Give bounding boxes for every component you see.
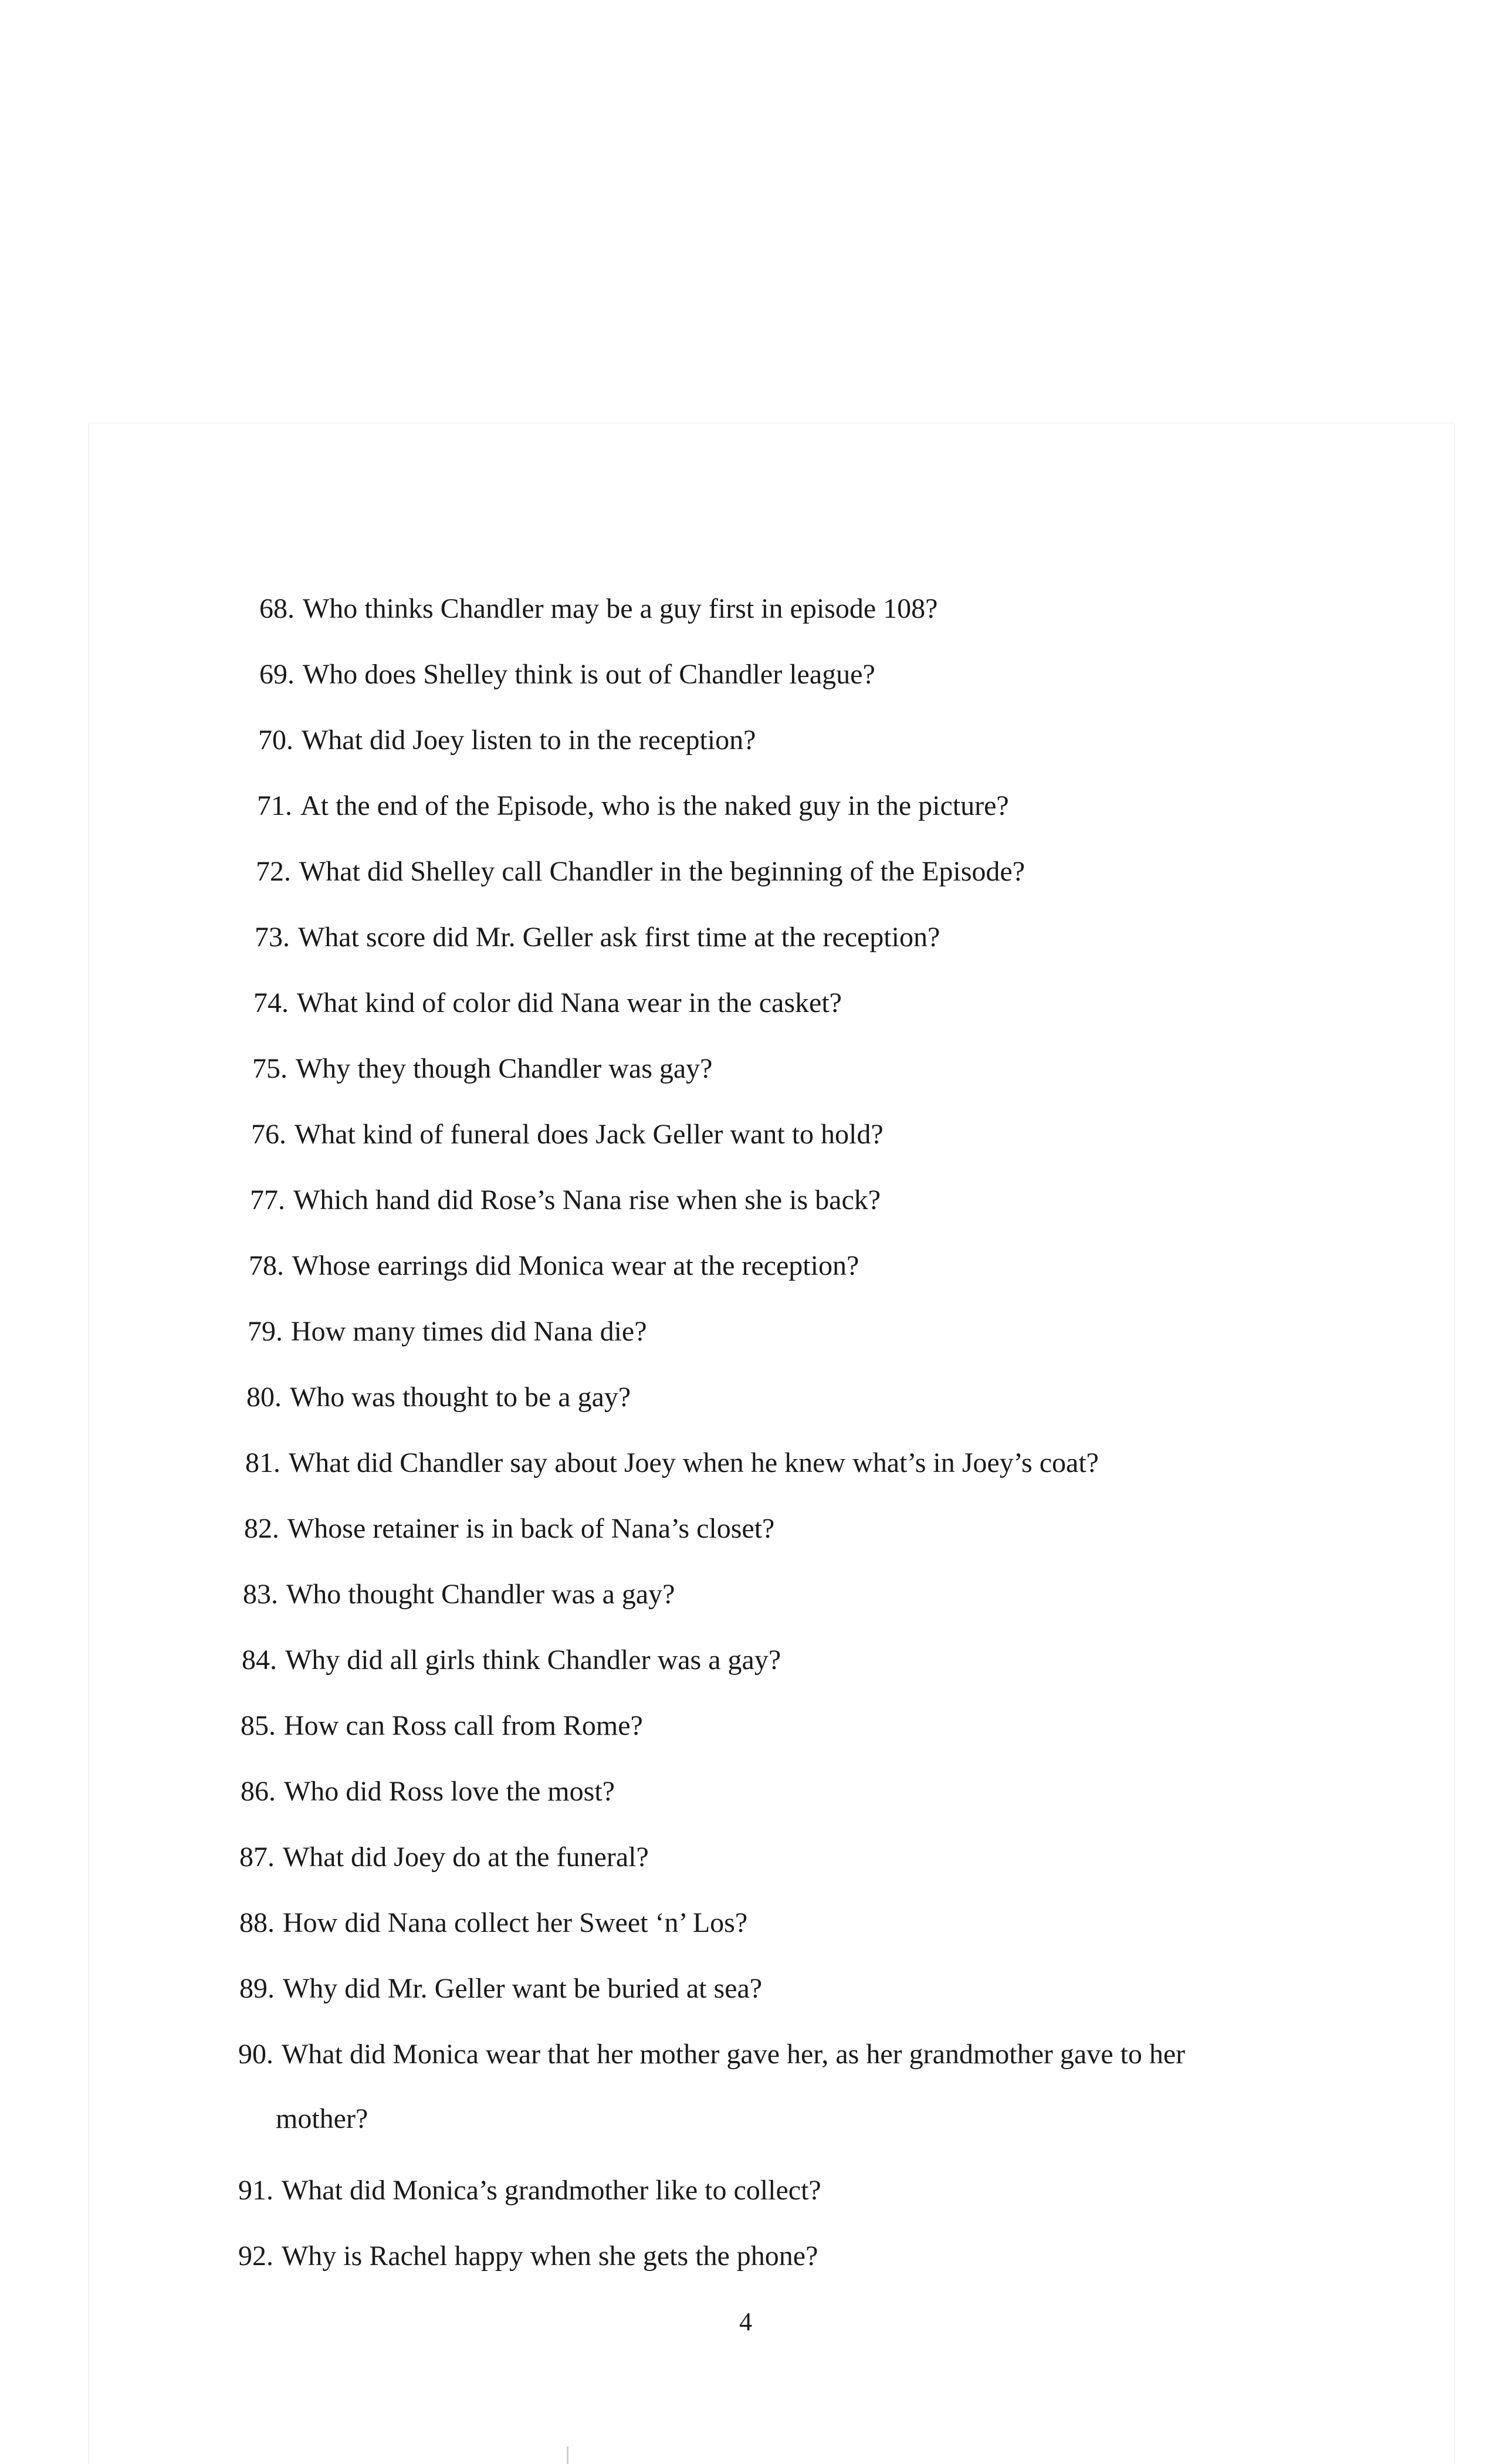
- question-text: Whose retainer is in back of Nana’s closet?: [287, 1513, 775, 1544]
- scan-mark: [567, 2446, 568, 2464]
- question-number: 78.: [249, 1250, 284, 1281]
- question-82: [244, 1512, 774, 1545]
- question-number: 68.: [259, 593, 295, 624]
- question-92: [238, 2240, 818, 2273]
- page-number: 4: [739, 2307, 752, 2336]
- question-number: 80.: [246, 1382, 282, 1413]
- question-text: How many times did Nana die?: [291, 1316, 647, 1347]
- question-text: Why they though Chandler was gay?: [296, 1053, 713, 1084]
- question-text: What kind of color did Nana wear in the casket?: [297, 987, 842, 1018]
- question-text: Why is Rachel happy when she gets the phone?: [282, 2240, 818, 2272]
- question-text: Who thought Chandler was a gay?: [286, 1579, 675, 1610]
- question-80: [246, 1381, 631, 1414]
- question-text: What did Joey listen to in the reception?: [302, 725, 756, 756]
- question-text: What kind of funeral does Jack Geller want to hold?: [295, 1119, 884, 1150]
- question-number: 92.: [238, 2240, 273, 2272]
- question-83: [243, 1578, 675, 1611]
- question-text: Who was thought to be a gay?: [290, 1382, 631, 1413]
- question-number: 69.: [259, 659, 295, 690]
- question-number: 76.: [251, 1119, 286, 1150]
- question-number: 89.: [239, 1973, 275, 2004]
- question-text: Why did all girls think Chandler was a gay?: [285, 1644, 781, 1676]
- question-text: Who does Shelley think is out of Chandler league?: [303, 659, 875, 690]
- question-number: 90.: [238, 2039, 273, 2070]
- question-text: At the end of the Episode, who is the naked guy in the picture?: [300, 790, 1009, 821]
- question-text: What score did Mr. Geller ask first time at the reception?: [298, 922, 940, 953]
- question-number: 79.: [248, 1316, 283, 1347]
- question-number: 83.: [243, 1579, 278, 1610]
- question-74: [253, 987, 842, 1020]
- question-text: Who thinks Chandler may be a guy first in episode 108?: [303, 593, 938, 624]
- question-number: 85.: [241, 1710, 276, 1741]
- question-number: 86.: [241, 1776, 276, 1807]
- question-text-continuation: mother?: [276, 2103, 368, 2134]
- question-text: What did Joey do at the funeral?: [283, 1842, 649, 1873]
- question-number: 72.: [256, 856, 291, 887]
- question-number: 87.: [239, 1842, 275, 1873]
- question-text: Who did Ross love the most?: [284, 1776, 615, 1807]
- question-79: [248, 1315, 647, 1348]
- question-number: 91.: [238, 2175, 273, 2206]
- question-69: [259, 658, 875, 691]
- question-90: [238, 2038, 1186, 2134]
- question-text: Whose earrings did Monica wear at the reception?: [292, 1250, 859, 1281]
- question-number: 81.: [245, 1447, 280, 1478]
- question-88: [239, 1907, 747, 1940]
- question-text: What did Chandler say about Joey when he knew what’s in Joey’s coat?: [289, 1447, 1099, 1478]
- question-91: [238, 2174, 821, 2207]
- question-76: [251, 1118, 884, 1151]
- question-number: 82.: [244, 1513, 279, 1544]
- question-text: How did Nana collect her Sweet ‘n’ Los?: [283, 1907, 748, 1938]
- question-number: 84.: [242, 1644, 277, 1676]
- question-73: [255, 921, 940, 954]
- question-86: [241, 1775, 615, 1808]
- question-text: What did Monica wear that her mother gave her, as her grandmother gave to her: [282, 2039, 1186, 2070]
- question-68: [259, 593, 937, 625]
- question-number: 77.: [250, 1184, 285, 1216]
- question-number: 74.: [253, 987, 289, 1018]
- question-89: [239, 1972, 762, 2005]
- question-87: [239, 1841, 649, 1874]
- question-70: [258, 724, 756, 757]
- question-85: [241, 1710, 643, 1742]
- question-number: 75.: [252, 1053, 287, 1084]
- question-78: [249, 1250, 859, 1282]
- question-81: [245, 1447, 1099, 1480]
- question-number: 88.: [239, 1907, 275, 1938]
- question-text: What did Shelley call Chandler in the beginning of the Episode?: [299, 856, 1025, 887]
- question-number: 70.: [258, 725, 293, 756]
- question-77: [250, 1184, 881, 1217]
- question-number: 73.: [255, 922, 290, 953]
- question-84: [242, 1644, 781, 1677]
- question-text: What did Monica’s grandmother like to collect?: [282, 2175, 821, 2206]
- question-72: [256, 855, 1025, 888]
- question-71: [257, 790, 1009, 823]
- question-75: [252, 1052, 712, 1085]
- question-number: 71.: [257, 790, 292, 821]
- question-text: How can Ross call from Rome?: [284, 1710, 643, 1741]
- question-text: Why did Mr. Geller want be buried at sea?: [283, 1973, 763, 2004]
- question-text: Which hand did Rose’s Nana rise when she is back?: [293, 1184, 881, 1216]
